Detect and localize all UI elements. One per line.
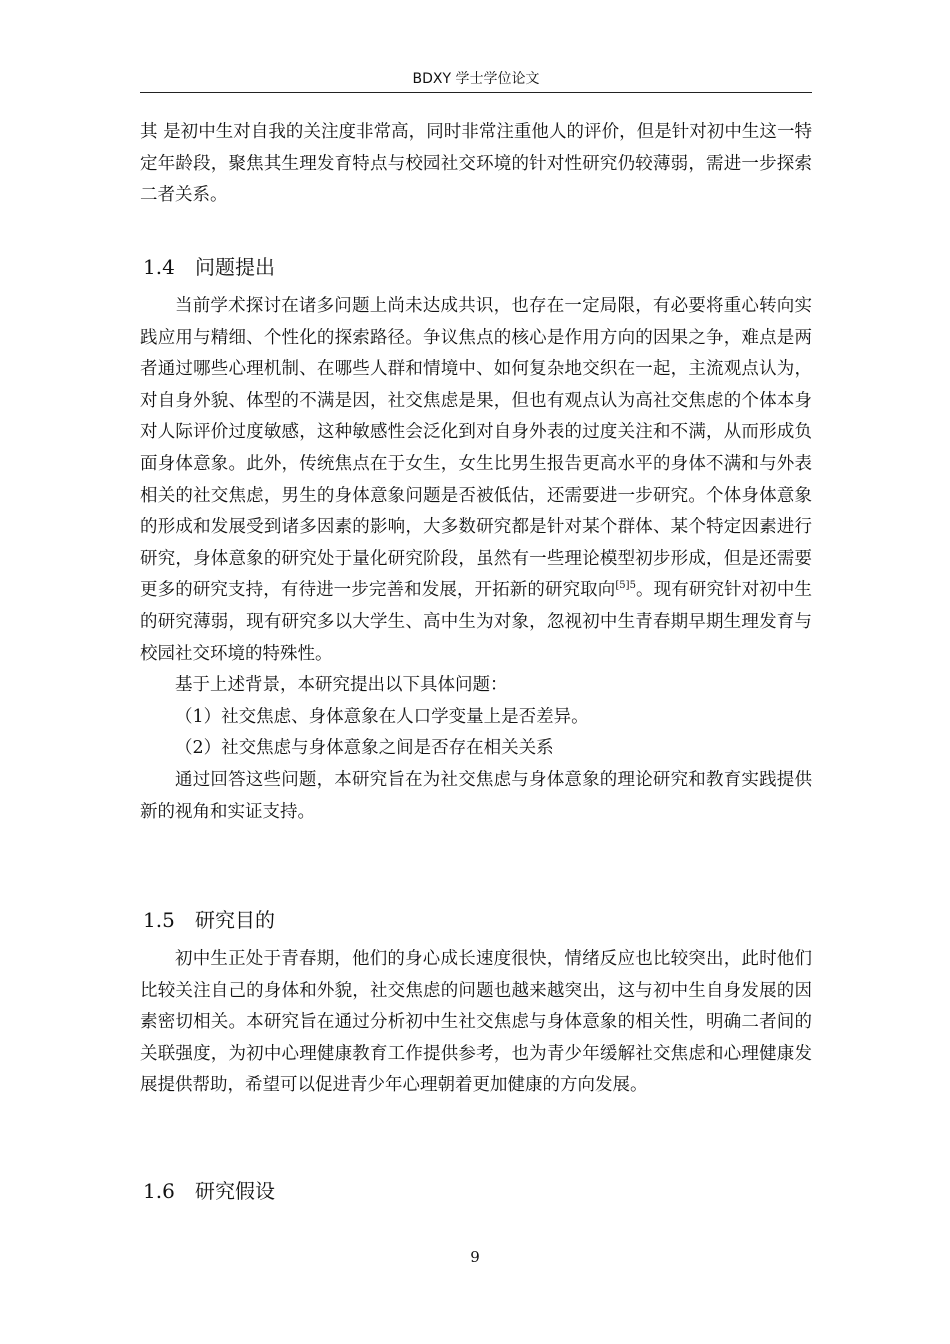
body-paragraph: 基于上述背景，本研究提出以下具体问题：: [175, 675, 508, 696]
body-paragraph: 初中生正处于青春期，他们的身心成长速度很快，情绪反应也比较突出，此时他们比较关注自己的身体和外貌，社交焦虑的问题也越来越突出，这与初中生自身发展的因素密切相关。本研究旨在通过分析初中生社交焦虑与身体意象的相关性，明确二者间的关联强度，为初中心理健康教育工作提供参考，也为青少年缓解社交焦虑和心理健康发展提供帮助，希望可以促进青少年心理朝着更加健康的方向发展。: [140, 949, 812, 1096]
section-heading-1-5: [143, 907, 275, 933]
section-1-5-body: [140, 944, 812, 1102]
question-item: （2）社交焦虑与身体意象之间是否存在相关关系: [175, 738, 554, 759]
section-title: 问题提出: [195, 255, 275, 279]
section-heading-1-4: [143, 254, 275, 280]
intro-paragraph: 其 是初中生对自我的关注度非常高，同时非常注重他人的评价，但是针对初中生这一特定年龄段，聚焦其生理发育特点与校园社交环境的针对性研究仍较薄弱，需进一步探索二者关系。: [140, 122, 812, 206]
paragraph-text: 。现有研究针对初中生的研究薄弱，现有研究多以大学生、高中生为对象，忽视初中生青春期早期生理发育与校园社交环境的特殊性。: [140, 580, 813, 664]
body-paragraph: [140, 291, 812, 670]
section-title: 研究假设: [195, 1179, 275, 1203]
citation-marker: [5]5: [615, 580, 636, 592]
section-number: 1.6: [143, 1179, 175, 1203]
section-heading-1-6: [143, 1178, 275, 1204]
paragraph-text: 当前学术探讨在诸多问题上尚未达成共识，也存在一定局限，有必要将重心转向实践应用与精细、个性化的探索路径。争议焦点的核心是作用方向的因果之争，难点是两者通过哪些心理机制、在哪些人群和情境中、如何复杂地交织在一起，主流观点认为，对自身外貌、体型的不满是因，社交焦虑是果，但也有观点认为高社交焦虑的个体本身对人际评价过度敏感，这种敏感性会泛化到对自身外表的过度关注和不满，从而形成负面身体意象。此外，传统焦点在于女生，女生比男生报告更高水平的身体不满和与外表相关的社交焦虑，男生的身体意象问题是否被低估，还需要进一步研究。个体身体意象的形成和发展受到诸多因素的影响，大多数研究都是针对某个群体、某个特定因素进行研究，身体意象的研究处于量化研究阶段，虽然有一些理论模型初步形成，但是还需要更多的研究支持，有待进一步完善和发展，开拓新的研究取向: [140, 296, 812, 601]
page-number: 9: [470, 1248, 480, 1266]
section-number: 1.5: [143, 908, 175, 932]
section-title: 研究目的: [195, 908, 275, 932]
question-item: （1）社交焦虑、身体意象在人口学变量上是否差异。: [175, 706, 589, 727]
running-header: BDXY 学士学位论文: [412, 71, 540, 87]
header-rule: [140, 92, 812, 93]
body-paragraph: 通过回答这些问题，本研究旨在为社交焦虑与身体意象的理论研究和教育实践提供新的视角和实证支持。: [140, 769, 812, 822]
section-1-4-body: [140, 291, 812, 828]
intro-paragraph-block: [140, 117, 812, 212]
section-number: 1.4: [143, 255, 175, 279]
